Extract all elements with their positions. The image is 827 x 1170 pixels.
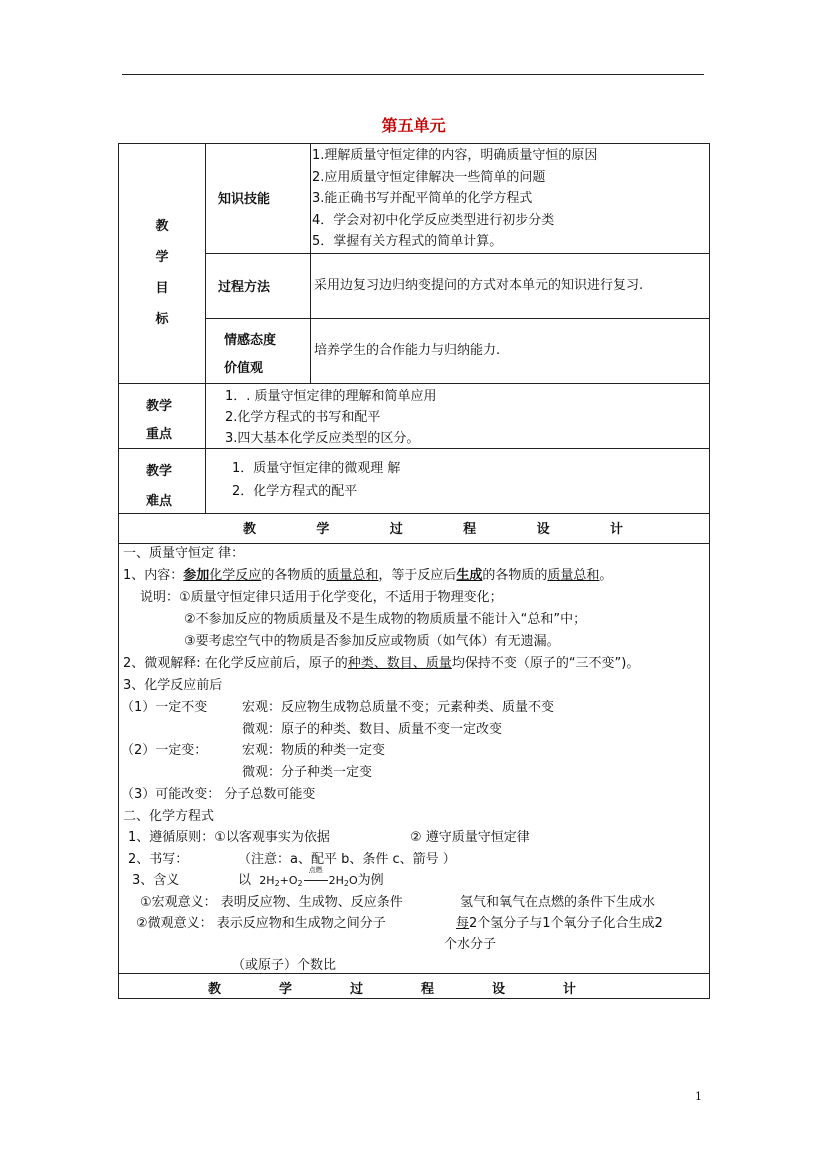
- changed-macro: 宏观：物质的种类一定变: [242, 743, 386, 758]
- page-number: 1: [695, 1090, 702, 1103]
- key-points-label: 教学 重点: [146, 399, 173, 442]
- content-definition: 1、内容：参加化学反应的各物质的质量总和，等于反应后生成的各物质的质量总和。: [123, 568, 613, 583]
- may-change: （3）可能改变： 分子总数可能变: [121, 787, 316, 802]
- difficulties-label: 教学 难点: [146, 464, 173, 509]
- meaning-label: 3、含义: [132, 873, 180, 888]
- micro-explanation: 2、微观解释: 在化学反应前后，原子的种类、数目、质量均保持不变（原子的“三不变”)。: [123, 656, 640, 671]
- section-2-title: 二、化学方程式: [123, 809, 215, 824]
- equation-example: 以 $2H_2+O_2$ 点燃 $2H_2O$为例: [238, 866, 384, 888]
- knowledge-list: 1.理解质量守恒定律的内容，明确质量守恒的原因 2.应用质量守恒定律解决一些简单的问题 3.能正确书写并配平简单的化学方程式 4．学会对初中化学反应类型进行初步分类 5．掌握有关方程式的简单计算。: [312, 148, 598, 249]
- note-3: ③要考虑空气中的物质是否参加反应或物质（如气体）有无遗漏。: [184, 634, 560, 649]
- changed-micro: 微观：分子种类一定变: [242, 765, 373, 780]
- note-1: 说明：①质量守恒定律只适用于化学变化，不适用于物理变化；: [140, 590, 503, 605]
- emotion-text: 培养学生的合作能力与归纳能力.: [314, 343, 501, 358]
- principle-2: ② 遵守质量守恒定律: [410, 830, 530, 845]
- changed-label: （2）一定变：: [121, 743, 208, 758]
- atom-ratio: （或原子）个数比: [232, 958, 337, 973]
- section-1-title: 一、质量守恒定 律：: [123, 546, 245, 561]
- lesson-plan-table: [118, 143, 710, 999]
- difficulties-list: 1．质量守恒定律的微观理 解 2．化学方程式的配平: [232, 461, 401, 499]
- micro-meaning-example: 每2个氢分子与1个氧分子化合生成2: [456, 916, 663, 931]
- section-1-3: 3、化学反应前后: [123, 678, 223, 693]
- process-text: 采用边复习边归纳变提问的方式对本单元的知识进行复习.: [314, 278, 644, 293]
- unchanged-macro: 宏观：反应物生成物总质量不变；元素种类、质量不变: [242, 700, 555, 715]
- process-design-header: 教 学 过 程 设 计: [243, 522, 623, 537]
- header-rule: [122, 74, 704, 75]
- objectives-header: 教 学 目 标: [155, 219, 169, 327]
- writing-notes: （注意：a、配平 b、条件 c、箭号 ）: [238, 852, 456, 867]
- macro-meaning-example: 氢气和氧气在点燃的条件下生成水: [460, 895, 656, 910]
- process-design-footer: 教 学 过 程 设 计: [208, 982, 576, 997]
- unchanged-label: （1）一定不变: [121, 700, 208, 715]
- page-title: 第五单元: [381, 116, 446, 135]
- note-2: ②不参加反应的物质质量及不是生成物的物质质量不能计入“总和”中；: [184, 612, 587, 627]
- process-label: 过程方法: [218, 280, 271, 295]
- unchanged-micro: 微观：原子的种类、数目、质量不变一定改变: [242, 722, 503, 737]
- micro-meaning: ②微观意义： 表示反应物和生成物之间分子: [136, 916, 386, 931]
- writing-label: 2、书写：: [128, 852, 189, 867]
- emotion-label: 情感态度 价值观: [224, 333, 277, 376]
- macro-meaning: ①宏观意义： 表明反应物、生成物、反应条件: [140, 895, 403, 910]
- principles: 1、遵循原则：①以客观事实为依据: [128, 830, 330, 845]
- knowledge-label: 知识技能: [218, 192, 271, 207]
- key-points-list: 1．. 质量守恒定律的理解和简单应用 2.化学方程式的书写和配平 3.四大基本化学反应类型的区分。: [225, 389, 437, 446]
- micro-meaning-example-cont: 个水分子: [444, 937, 497, 952]
